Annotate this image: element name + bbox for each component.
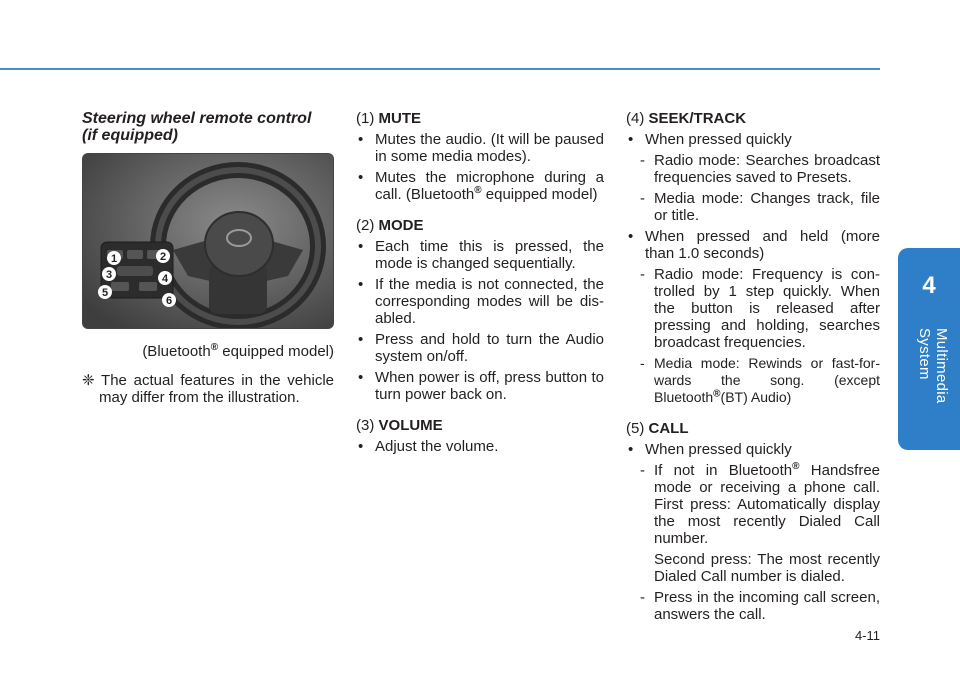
- steering-wheel-photo: [82, 153, 334, 329]
- list-item: • When pressed and held (more than 1.0 seconds): [626, 228, 880, 262]
- sub-item: - Media mode: Changes track, file or title.: [626, 190, 880, 224]
- page-number: 4-11: [854, 628, 880, 643]
- registered-mark: ®: [210, 342, 219, 353]
- header-rule: [0, 68, 880, 70]
- callout-6: [162, 293, 176, 307]
- callout-5: [98, 285, 112, 299]
- note-symbol-icon: ❈: [82, 372, 95, 389]
- heading-mute: (1) MUTE: [356, 110, 422, 127]
- sub-item: - If not in Bluetooth® Handsfree mode or receiving a phone call. First press: Automatically display the most recently Dialed Call number.: [626, 462, 880, 547]
- list-item: • Mutes the audio. (It will be paused in some media modes).: [356, 131, 604, 165]
- svg-text:2: 2: [159, 251, 167, 263]
- photo-caption: (Bluetooth® equipped model): [142, 342, 334, 360]
- sub-item: - Media mode: Rewinds or fast-for-wards the song. (except Bluetooth®(BT) Audio): [626, 355, 880, 406]
- svg-text:6: 6: [165, 295, 173, 307]
- sub-item: - Radio mode: Frequency is con-trolled by 1 step quickly. When the button is released after pressing and holding, searches broadcast frequencies.: [626, 266, 880, 351]
- list-item: • When power is off, press button to turn power back on.: [356, 369, 604, 403]
- sub-item-continued: Second press: The most recently Dialed Call number is dialed.: [654, 551, 880, 585]
- callout-4: [158, 271, 172, 285]
- svg-text:5: 5: [101, 287, 109, 299]
- list-item: • Press and hold to turn the Audio system on/off.: [356, 331, 604, 365]
- chapter-label: Multimedia System: [916, 328, 950, 404]
- chapter-number: 4: [922, 272, 936, 299]
- heading-mode: (2) MODE: [356, 217, 424, 234]
- column-intro: [82, 110, 334, 406]
- steering-wheel-illustration: [83, 154, 333, 328]
- list-item: • Adjust the volume.: [356, 438, 604, 455]
- heading-volume: (3) VOLUME: [356, 417, 443, 434]
- svg-text:3: 3: [105, 269, 113, 281]
- list-item: • If the media is not connected, the corresponding modes will be dis-abled.: [356, 276, 604, 327]
- sub-item: - Press in the incoming call screen, answers the call.: [626, 589, 880, 623]
- callout-3: [102, 267, 116, 281]
- section-title: Steering wheel remote control (if equipped): [82, 110, 312, 144]
- list-item: • When pressed quickly: [626, 441, 880, 458]
- callout-1: [107, 251, 121, 265]
- list-item: • Each time this is pressed, the mode is changed sequentially.: [356, 238, 604, 272]
- list-item: • Mutes the microphone during a call. (Bluetooth® equipped model): [356, 169, 604, 203]
- svg-text:4: 4: [161, 273, 169, 285]
- list-item: • When pressed quickly: [626, 131, 880, 148]
- callout-2: [156, 249, 170, 263]
- sub-item: - Radio mode: Searches broadcast frequencies saved to Presets.: [626, 152, 880, 186]
- heading-call: (5) CALL: [626, 420, 689, 437]
- column-mute-mode-volume: [356, 110, 604, 455]
- column-seek-call: [626, 110, 880, 623]
- heading-seek-track: (4) SEEK/TRACK: [626, 110, 747, 127]
- illustration-note: ❈ The actual features in the vehicle may differ from the illustration.: [82, 372, 334, 406]
- chapter-tab: [898, 248, 960, 450]
- svg-text:1: 1: [110, 253, 118, 265]
